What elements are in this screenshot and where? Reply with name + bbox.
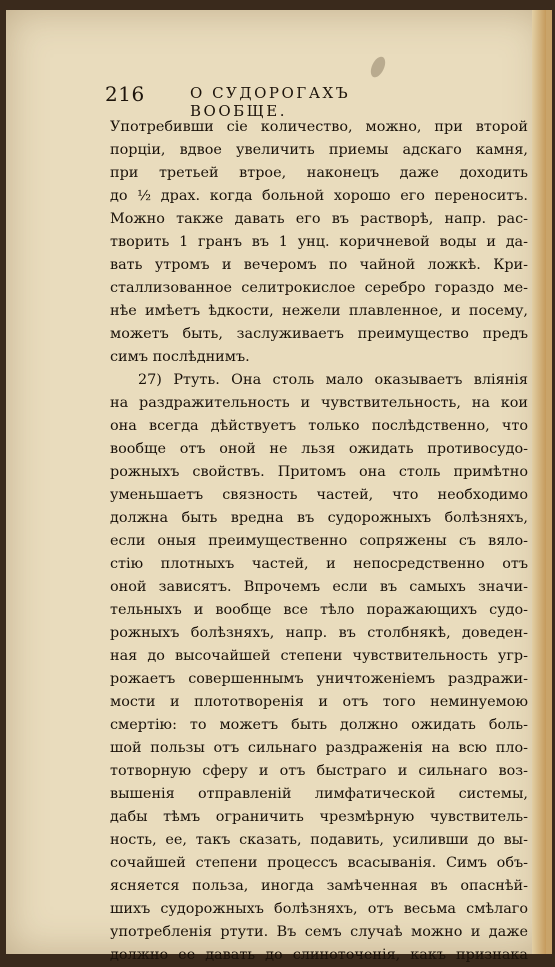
text-line: шихъ судорожныхъ болѣзняхъ, отъ весьма смѣлаго [110,901,528,917]
text-line: тотворную сферу и отъ быстраго и сильнаго воз- [110,763,528,779]
text-line: ная до высочайшей степени чувствительность угр- [110,648,528,664]
text-line: 27) Ртуть. Она столь мало оказываетъ вліянія [138,372,528,388]
text-line: шой пользы отъ сильнаго раздраженія на всю пло- [110,740,528,756]
text-line: оной зависятъ. Впрочемъ если въ самыхъ значи- [110,579,528,595]
text-line: при третьей втрое, наконецъ даже доходить [110,165,528,181]
text-line: нѣе имѣетъ ѣдкости, нежели плавленное, и посему, [110,303,528,319]
running-title: О СУДОРОГАХЪ ВООБЩЕ. [190,84,351,120]
text-line: рожныхъ свойствъ. Притомъ она столь примѣтно [110,464,528,480]
text-line: Можно также давать его въ растворѣ, напр. рас- [110,211,528,227]
text-line: можетъ быть, заслуживаетъ преимущество предъ [110,326,528,342]
text-line: смертію: то можетъ быть должно ожидать боль- [110,717,528,733]
text-line: сочайшей степени процессъ всасыванія. Симъ объ- [110,855,528,871]
text-line: творить 1 гранъ въ 1 унц. коричневой воды и да- [110,234,528,250]
text-line: рожныхъ болѣзняхъ, напр. въ столбнякѣ, доведен- [110,625,528,641]
text-line: до ½ драх. когда больной хорошо его переноситъ. [110,188,528,204]
text-line: ность, ее, такъ сказать, подавить, усиливши до вы- [110,832,528,848]
text-line: уменьшаетъ связность частей, что необходимо [110,487,528,503]
text-line: симъ послѣднимъ. [110,349,250,365]
text-line: стію плотныхъ частей, и непосредственно отъ [110,556,528,572]
text-line: дабы тѣмъ ограничить чрезмѣрную чувствитель- [110,809,528,825]
text-line: мости и плототворенія и отъ того неминуемою [110,694,528,710]
text-line: должно ее давать до слиноточенія, какъ признака [110,947,528,963]
text-line: ясняется польза, иногда замѣченная въ опаснѣй- [110,878,528,894]
body-text [110,116,528,967]
text-line: употребленія ртути. Въ семъ случаѣ можно и даже [110,924,528,940]
page-number: 216 [105,82,145,106]
page-edge [532,10,546,954]
text-line: тельныхъ и вообще все тѣло поражающихъ судо- [110,602,528,618]
text-line: порціи, вдвое увеличить приемы адскаго камня, [110,142,528,158]
text-line: сталлизованное селитрокислое серебро гораздо ме- [110,280,528,296]
text-line: она всегда дѣйствуетъ только послѣдственно, что [110,418,528,434]
text-line: вать утромъ и вечеромъ по чайной ложкѣ. Кри- [110,257,528,273]
text-line: вышенія отправленій лимфатической системы, [110,786,528,802]
text-line: должна быть вредна въ судорожныхъ болѣзняхъ, [110,510,528,526]
text-line: на раздражительность и чувствительность, на кои [110,395,528,411]
page-header [105,82,450,120]
text-line: Употребивши сіе количество, можно, при второй [110,119,528,135]
text-line: рожаетъ совершеннымъ уничтоженіемъ раздражи- [110,671,528,687]
text-line: вообще отъ оной не льзя ожидать противосудо- [110,441,528,457]
text-line: если оныя преимущественно сопряжены съ вяло- [110,533,528,549]
